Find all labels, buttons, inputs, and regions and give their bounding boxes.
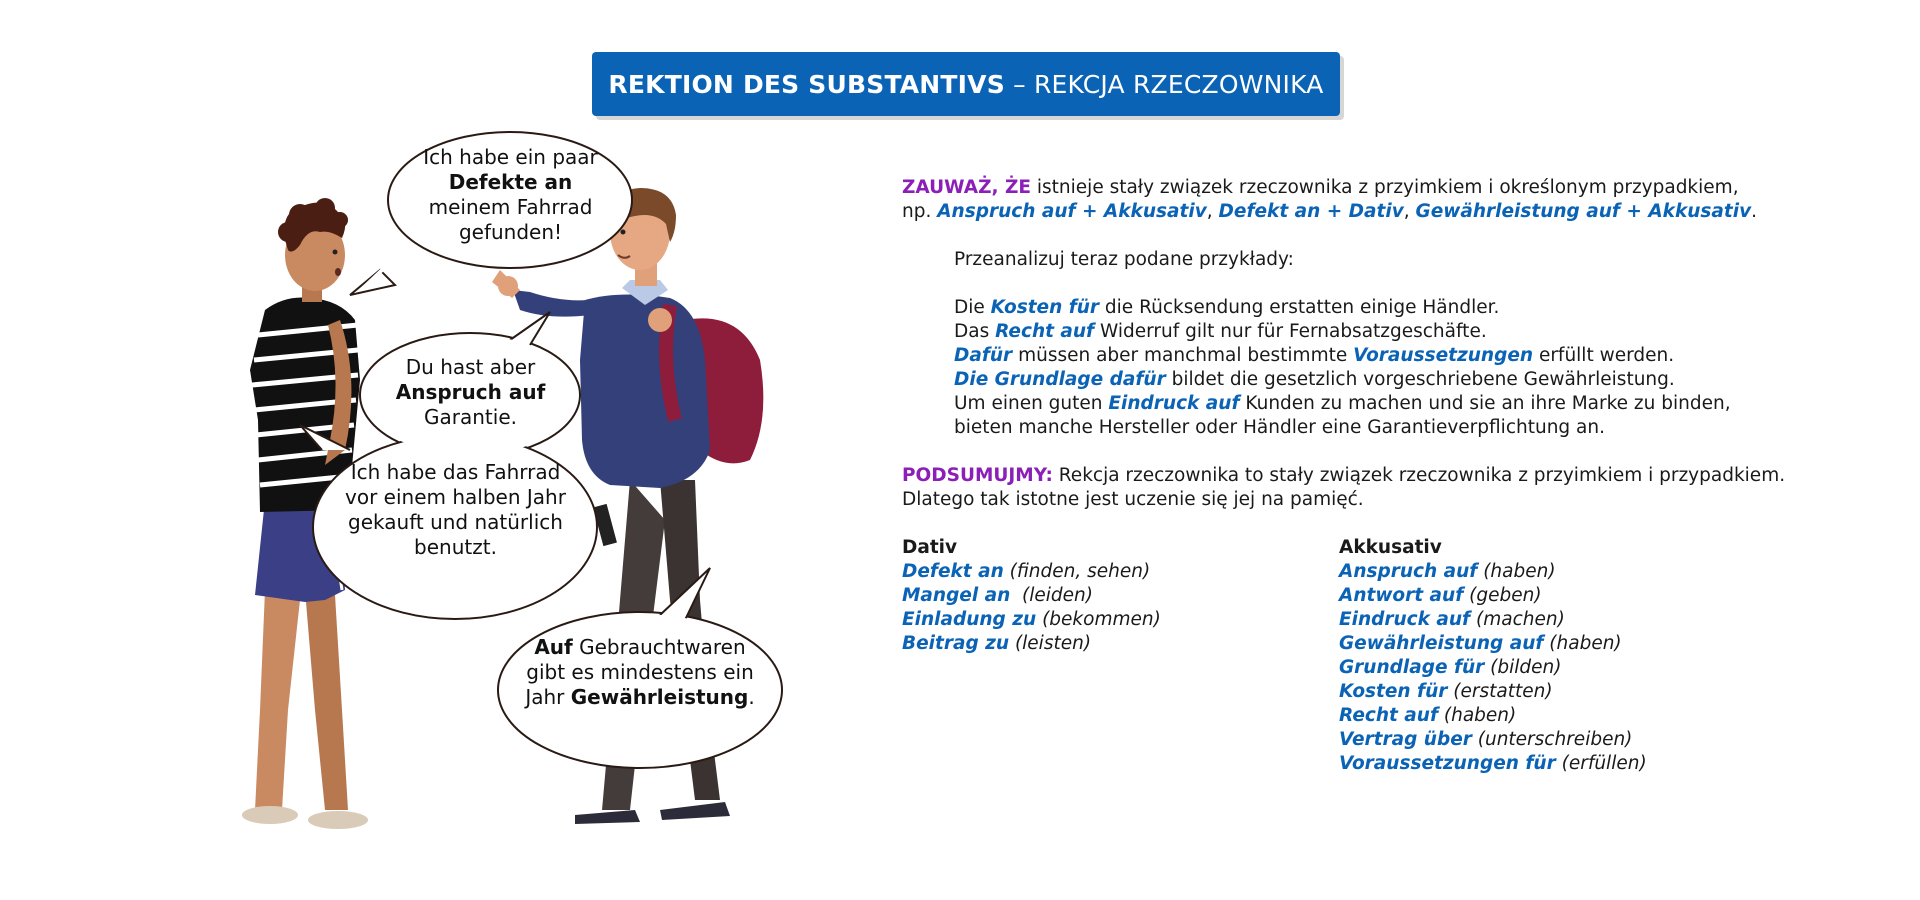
dativ-item: Defekt an (finden, sehen)	[902, 561, 1151, 582]
bubble-1-bold: Defekte an	[448, 170, 573, 194]
bubble-2-text: Du hast aber	[405, 355, 536, 379]
speech-bubble-2	[378, 355, 563, 430]
bubble-3-text: Ich habe das Fahrrad vor einem halben Jahr gekauft und natürlich benutzt.	[345, 460, 566, 559]
note-paragraph	[902, 176, 1902, 224]
bubble-4-text-end: .	[748, 685, 755, 709]
akkusativ-column	[1339, 536, 1647, 776]
example-sentence-4: Die Grundlage dafür bildet die gesetzlich vorgeschriebene Gewährleistung.	[954, 369, 1675, 390]
note-example-3: Gewährleistung auf + Akkusativ	[1415, 201, 1752, 222]
akkusativ-item: Antwort auf (geben)	[1339, 585, 1542, 606]
title-normal: REKCJA RZECZOWNIKA	[1033, 69, 1324, 99]
intro-text: Przeanalizuj teraz podane przykłady:	[954, 249, 1294, 270]
bubble-1-text-end: meinem Fahrrad gefunden!	[428, 195, 593, 244]
title-bold: REKTION DES SUBSTANTIVS	[608, 69, 1005, 99]
title-banner	[592, 52, 1340, 116]
speech-bubble-3	[333, 460, 578, 560]
dativ-item: Beitrag zu (leisten)	[902, 633, 1092, 654]
example-sentence-1: Die Kosten für die Rücksendung erstatten einige Händler.	[954, 297, 1500, 318]
dativ-heading: Dativ	[902, 537, 958, 558]
akkusativ-item: Gewährleistung auf (haben)	[1339, 633, 1622, 654]
akkusativ-item: Anspruch auf (haben)	[1339, 561, 1556, 582]
examples-block	[954, 248, 1902, 440]
note-np: np.	[902, 201, 938, 222]
example-sentence-6: bieten manche Hersteller oder Händler eine Garantieverpflichtung an.	[954, 417, 1605, 438]
note-label: ZAUWAŻ, ŻE	[902, 177, 1032, 198]
summary-paragraph	[902, 464, 1902, 512]
note-sep-1: ,	[1206, 201, 1219, 222]
akkusativ-item: Recht auf (haben)	[1339, 705, 1517, 726]
bubble-1-text: Ich habe ein paar	[423, 145, 598, 169]
bubble-2-text-end: Garantie.	[424, 405, 517, 429]
akkusativ-item: Eindruck auf (machen)	[1339, 609, 1565, 630]
note-text: istnieje stały związek rzeczownika z przyimkiem i określonym przypadkiem,	[1031, 177, 1739, 198]
speech-bubble-4	[520, 635, 760, 710]
summary-line-2: Dlatego tak istotne jest uczenie się jej na pamięć.	[902, 489, 1364, 510]
summary-text: Rekcja rzeczownika to stały związek rzeczownika z przyimkiem i przypadkiem.	[1052, 465, 1786, 486]
akkusativ-heading: Akkusativ	[1339, 537, 1442, 558]
example-sentence-5: Um einen guten Eindruck auf Kunden zu machen und sie an ihre Marke zu binden,	[954, 393, 1731, 414]
speech-bubble-1	[408, 145, 613, 245]
akkusativ-item: Kosten für (erstatten)	[1339, 681, 1553, 702]
note-example-2: Defekt an + Dativ	[1218, 201, 1404, 222]
note-example-1: Anspruch auf + Akkusativ	[937, 201, 1207, 222]
bubble-4-bold-1: Auf	[534, 635, 573, 659]
akkusativ-item: Grundlage für (bilden)	[1339, 657, 1562, 678]
illustration	[230, 120, 890, 840]
summary-label: PODSUMUJMY:	[902, 465, 1053, 486]
bubble-4-bold-2: Gewährleistung	[570, 685, 749, 709]
content-panel	[902, 176, 1902, 796]
bubble-2-bold: Anspruch auf	[395, 380, 546, 404]
dativ-column	[902, 536, 1161, 656]
note-sep-2: ,	[1403, 201, 1416, 222]
title-dash: –	[1004, 69, 1034, 99]
dativ-item: Einladung zu (bekommen)	[902, 609, 1161, 630]
akkusativ-item: Vertrag über (unterschreiben)	[1339, 729, 1633, 750]
dativ-item: Mangel an (leiden)	[902, 585, 1094, 606]
example-sentence-2: Das Recht auf Widerruf gilt nur für Fernabsatzgeschäfte.	[954, 321, 1487, 342]
note-end: .	[1751, 201, 1758, 222]
example-sentence-3: Dafür müssen aber manchmal bestimmte Voraussetzungen erfüllt werden.	[954, 345, 1675, 366]
akkusativ-item: Voraussetzungen für (erfüllen)	[1339, 753, 1647, 774]
bubble-4-text: Gebrauchtwaren gibt es mindestens ein Jahr	[525, 635, 754, 709]
vocabulary-columns	[902, 536, 1902, 796]
